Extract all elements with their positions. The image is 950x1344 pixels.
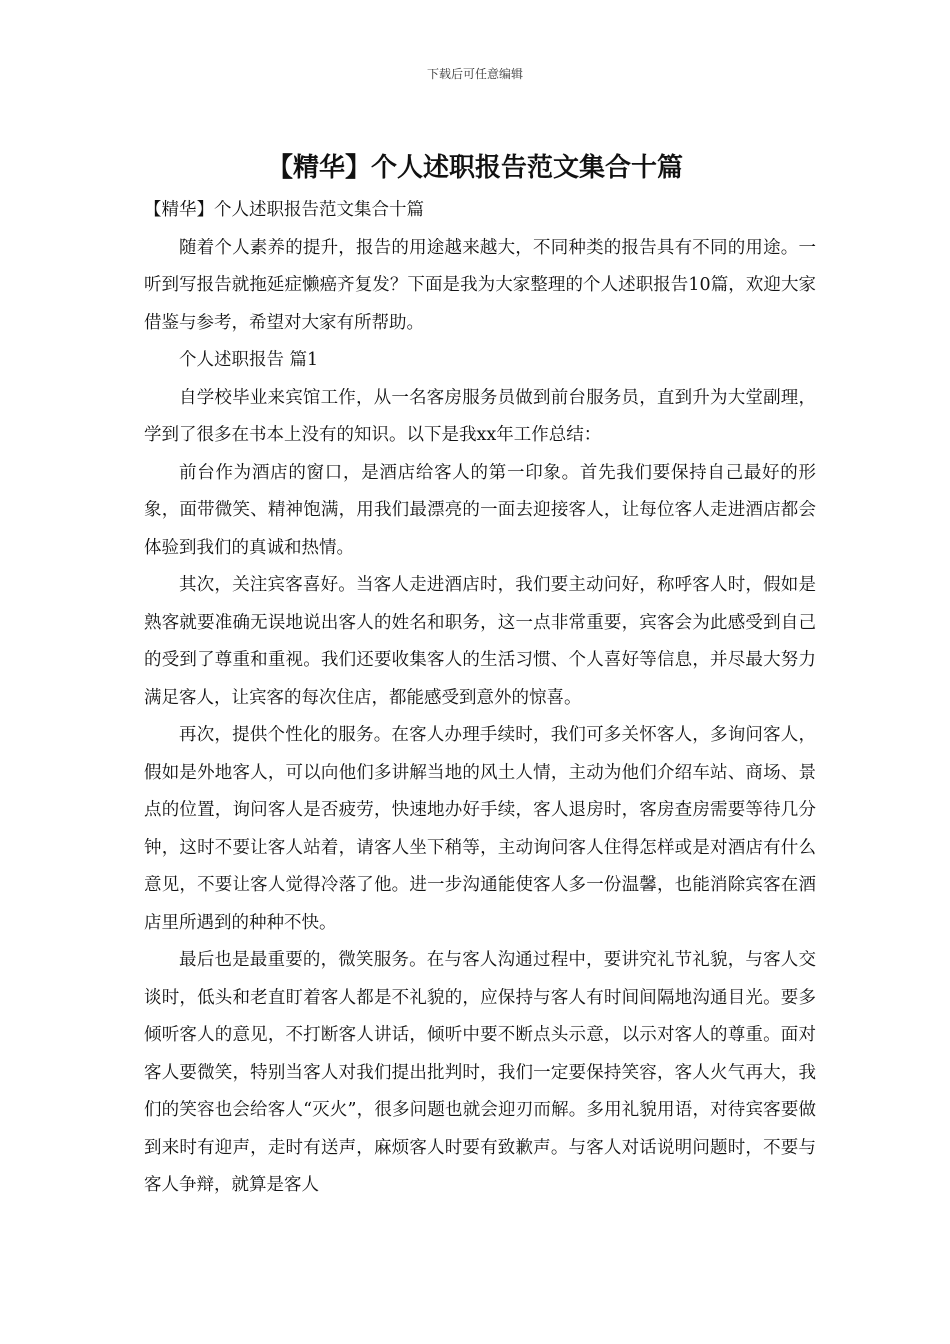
paragraph: 最后也是最重要的，微笑服务。在与客人沟通过程中，要讲究礼节礼貌，与客人交谈时，低头和老直盯着客人都是不礼貌的，应保持与客人有时间间隔地沟通目光。要多倾听客人的意见，不打断客人讲话，倾听中要不断点头示意，以示对客人的尊重。面对客人要微笑，特别当客人对我们提出批判时，我们一定要保持笑容，客人火气再大，我们的笑容也会给客人“灭火”，很多问题也就会迎刃而解。多用礼貌用语，对待宾客要做到来时有迎声，走时有送声，麻烦客人时要有致歉声。与客人对话说明问题时，不要与客人争辩，就算是客人 (144, 950, 816, 1195)
paragraph-heading: 【精华】个人述职报告范文集合十篇 (144, 200, 424, 220)
paragraph: 其次，关注宾客喜好。当客人走进酒店时，我们要主动问好，称呼客人时，假如是熟客就要准确无误地说出客人的姓名和职务，这一点非常重要，宾客会为此感受到自己的受到了尊重和重视。我们还要收集客人的生活习惯、个人喜好等信息，并尽最大努力满足客人，让宾客的每次住店，都能感受到意外的惊喜。 (144, 575, 816, 708)
paragraph-intro: 随着个人素养的提升，报告的用途越来越大，不同种类的报告具有不同的用途。一听到写报告就拖延症懒癌齐复发？下面是我为大家整理的个人述职报告10篇，欢迎大家借鉴与参考，希望对大家有所帮助。 (144, 237, 816, 333)
document-title: 【精华】个人述职报告范文集合十篇 (266, 153, 683, 183)
page-header-note: 下载后可任意编辑 (426, 67, 523, 81)
section-heading: 个人述职报告 篇1 (179, 350, 319, 370)
paragraph: 前台作为酒店的窗口，是酒店给客人的第一印象。首先我们要保持自己最好的形象，面带微笑、精神饱满，用我们最漂亮的一面去迎接客人，让每位客人走进酒店都会体验到我们的真诚和热情。 (144, 462, 816, 558)
paragraph: 自学校毕业来宾馆工作，从一名客房服务员做到前台服务员，直到升为大堂副理，学到了很多在书本上没有的知识。以下是我xx年工作总结： (144, 387, 816, 445)
document-body (144, 192, 816, 1205)
paragraph: 再次，提供个性化的服务。在客人办理手续时，我们可多关怀客人，多询问客人，假如是外地客人，可以向他们多讲解当地的风土人情，主动为他们介绍车站、商场、景点的位置，询问客人是否疲劳，快速地办好手续，客人退房时，客房查房需要等待几分钟，这时不要让客人站着，请客人坐下稍等，主动询问客人住得怎样或是对酒店有什么意见，不要让客人觉得冷落了他。进一步沟通能使客人多一份温馨，也能消除宾客在酒店里所遇到的种种不快。 (144, 725, 816, 933)
